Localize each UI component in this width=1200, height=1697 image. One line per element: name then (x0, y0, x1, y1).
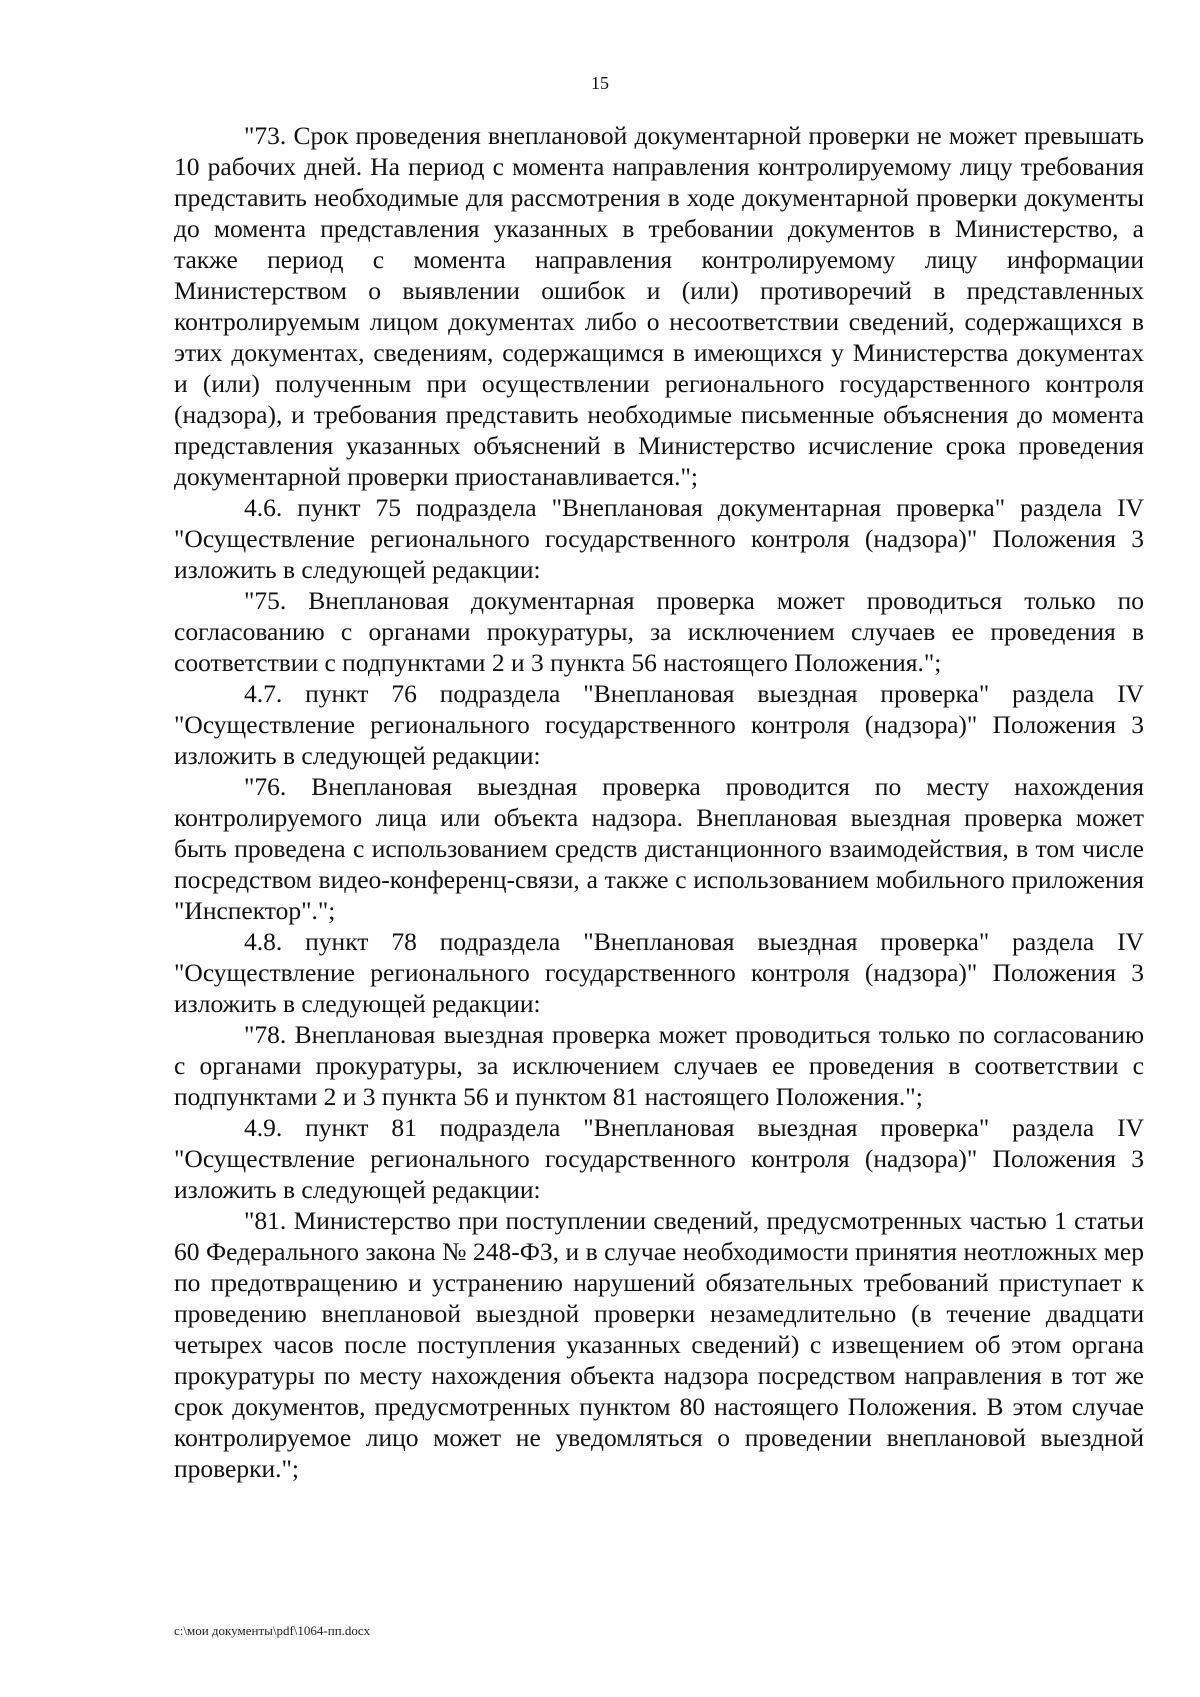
paragraph-4-6: 4.6. пункт 75 подраздела "Внеплановая документарная проверка" раздела IV "Осуществление регионального государственного контроля (надзора)" Положения 3 изложить в следующей редакции: (174, 493, 1144, 584)
paragraph-81: "81. Министерство при поступлении сведений, предусмотренных частью 1 статьи 60 Федерального закона № 248-ФЗ, и в случае необходимости принятия неотложных мер по предотвращению и устранению нарушений обязательных требований приступает к проведению внеплановой выездной проверки незамедлительно (в течение двадцати четырех часов после поступления указанных сведений) с извещением об этом органа прокуратуры по месту нахождения объекта надзора посредством направления в тот же срок документов, предусмотренных пунктом 80 настоящего Положения. В этом случае контролируемое лицо может не уведомляться о проведении внеплановой выездной проверки."; (174, 1206, 1144, 1483)
paragraph-4-7: 4.7. пункт 76 подраздела "Внеплановая выездная проверка" раздела IV "Осуществление регионального государственного контроля (надзора)" Положения 3 изложить в следующей редакции: (174, 679, 1144, 770)
paragraph-73: "73. Срок проведения внеплановой документарной проверки не может превышать 10 рабочих дней. На период с момента направления контролируемому лицу требования представить необходимые для рассмотрения в ходе документарной проверки документы до момента представления указанных в требовании документов в Министерство, а также период с момента направления контролируемому лицу информации Министерством о выявлении ошибок и (или) противоречий в представленных контролируемым лицом документах либо о несоответствии сведений, содержащихся в этих документах, сведениям, содержащимся в имеющихся у Министерства документах и (или) полученным при осуществлении регионального государственного контроля (надзора), и требования представить необходимые письменные объяснения до момента представления указанных объяснений в Министерство исчисление срока проведения документарной проверки приостанавливается."; (174, 121, 1144, 491)
paragraph-75: "75. Внеплановая документарная проверка может проводиться только по согласованию с органами прокуратуры, за исключением случаев ее проведения в соответствии с подпунктами 2 и 3 пункта 56 настоящего Положения."; (174, 586, 1144, 677)
paragraph-76: "76. Внеплановая выездная проверка проводится по месту нахождения контролируемого лица или объекта надзора. Внеплановая выездная проверка может быть проведена с использованием средств дистанционного взаимодействия, в том числе посредством видео-конференц-связи, а также с использованием мобильного приложения "Инспектор"."; (174, 772, 1144, 925)
document-body (174, 120, 1144, 1484)
page-number: 15 (591, 73, 609, 93)
footer-file-path: c:\мои документы\pdf\1064-пп.docx (174, 1623, 371, 1638)
paragraph-78: "78. Внеплановая выездная проверка может проводиться только по согласованию с органами прокуратуры, за исключением случаев ее проведения в соответствии с подпунктами 2 и 3 пункта 56 и пунктом 81 настоящего Положения."; (174, 1020, 1144, 1111)
paragraph-4-8: 4.8. пункт 78 подраздела "Внеплановая выездная проверка" раздела IV "Осуществление регионального государственного контроля (надзора)" Положения 3 изложить в следующей редакции: (174, 927, 1144, 1018)
paragraph-4-9: 4.9. пункт 81 подраздела "Внеплановая выездная проверка" раздела IV "Осуществление регионального государственного контроля (надзора)" Положения 3 изложить в следующей редакции: (174, 1113, 1144, 1204)
